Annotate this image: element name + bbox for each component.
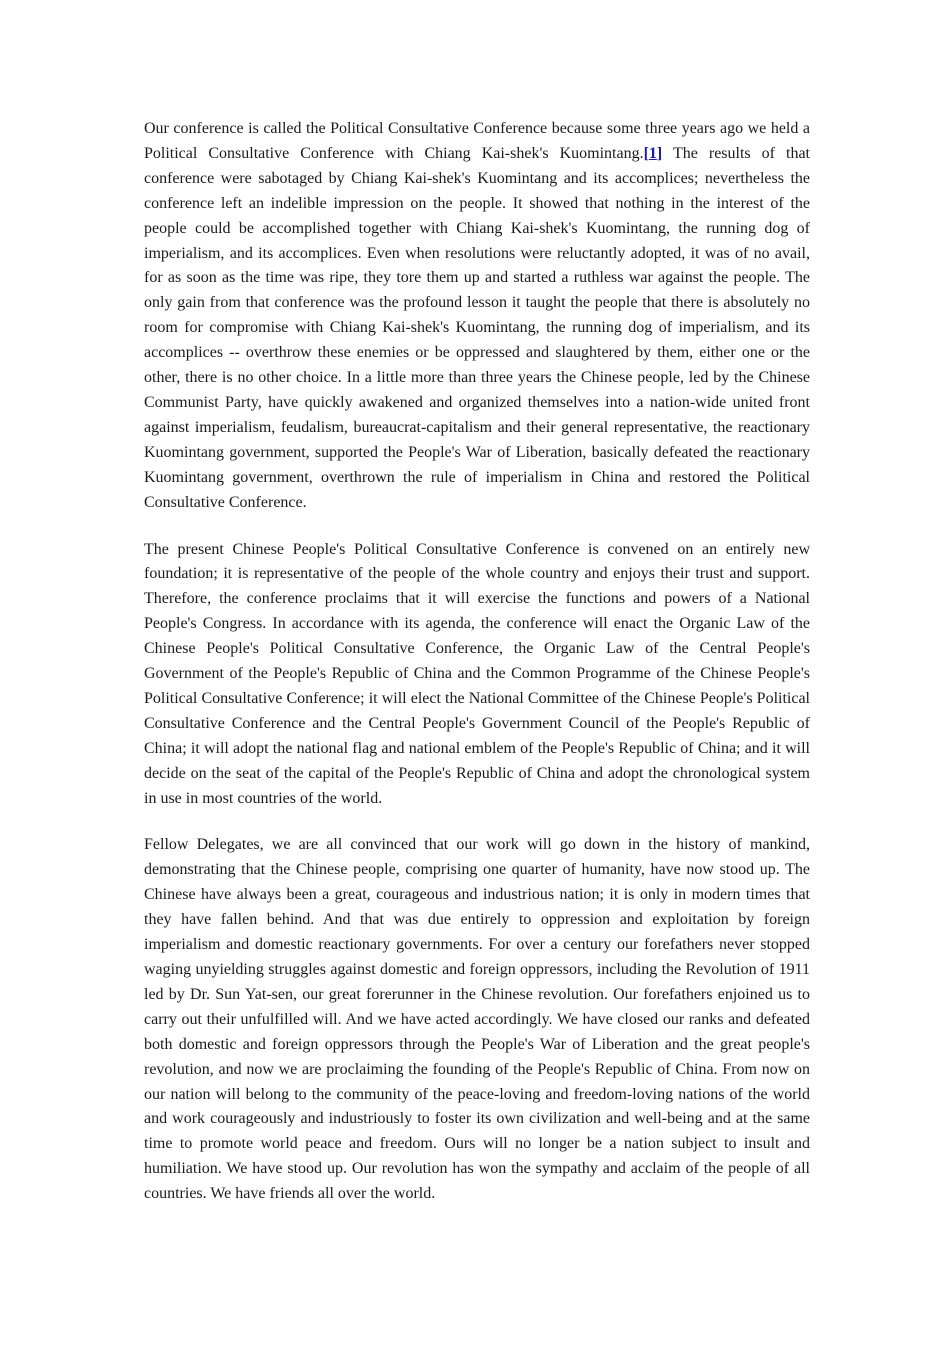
footnote-bracket-open: [ (643, 144, 649, 162)
paragraph-1 (144, 117, 810, 516)
paragraph-3: Fellow Delegates, we are all convinced that our work will go down in the history of mankind, demonstrating that the Chinese people, comprising one quarter of humanity, have now stood up. The Chinese have always been a great, courageous and industrious nation; it is only in modern times that they have fallen behind. And that was due entirely to oppression and exploitation by foreign imperialism and domestic reactionary governments. For over a century our forefathers never stopped waging unyielding struggles against domestic and foreign oppressors, including the Revolution of 1911 led by Dr. Sun Yat-sen, our great forerunner in the Chinese revolution. Our forefathers enjoined us to carry out their unfulfilled will. And we have acted accordingly. We have closed our ranks and defeated both domestic and foreign oppressors through the People's War of Liberation and the great people's revolution, and now we are proclaiming the founding of the People's Republic of China. From now on our nation will belong to the community of the peace-loving and freedom-loving nations of the world and work courageously and industriously to foster its own civilization and well-being and at the same time to promote world peace and freedom. Ours will no longer be a nation subject to insult and humiliation. We have stood up. Our revolution has won the sympathy and acclaim of the people of all countries. We have friends all over the world. (144, 836, 810, 1203)
footnote-ref-number: 1 (648, 144, 657, 162)
paragraph-1-text-after-ref: The results of that conference were sabotaged by Chiang Kai-shek's Kuomintang and its accomplices; nevertheless the conference left an indelible impression on the people. It showed that nothing in the interest of the people could be accomplished together with Chiang Kai-shek's Kuomintang, the running dog of imperialism, and its accomplices. Even when resolutions were reluctantly adopted, it was of no avail, for as soon as the time was ripe, they tore them up and started a ruthless war against the people. The only gain from that conference was the profound lesson it taught the people that there is absolutely no room for compromise with Chiang Kai-shek's Kuomintang, the running dog of imperialism, and its accomplices -- overthrow these enemies or be oppressed and slaughtered by them, either one or the other, there is no other choice. In a little more than three years the Chinese people, led by the Chinese Communist Party, have quickly awakened and organized themselves into a nation-wide united front against imperialism, feudalism, bureaucrat-capitalism and their general representative, the reactionary Kuomintang government, supported the People's War of Liberation, basically defeated the reactionary Kuomintang government, overthrown the rule of imperialism in China and restored the Political Consultative Conference. (144, 144, 811, 511)
footnote-ref-link[interactable] (644, 145, 663, 162)
paragraph-2: The present Chinese People's Political Consultative Conference is convened on an entirely new foundation; it is representative of the people of the whole country and enjoys their trust and support. Therefore, the conference proclaims that it will exercise the functions and powers of a National People's Congress. In accordance with its agenda, the conference will enact the Organic Law of the Chinese People's Political Consultative Conference, the Organic Law of the Central People's Government of the People's Republic of China and the Common Programme of the Chinese People's Political Consultative Conference; it will elect the National Committee of the Chinese People's Political Consultative Conference and the Central People's Government Council of the People's Republic of China; it will adopt the national flag and national emblem of the People's Republic of China; and it will decide on the seat of the capital of the People's Republic of China and adopt the chronological system in use in most countries of the world. (144, 540, 810, 807)
document-body (144, 117, 810, 1207)
paragraph-1-text-before-ref: Our conference is called the Political Consultative Conference because some three years ago we held a Political Consultative Conference with Chiang Kai-shek's Kuomintang. (144, 120, 810, 162)
footnote-bracket-close: ] (656, 144, 663, 162)
